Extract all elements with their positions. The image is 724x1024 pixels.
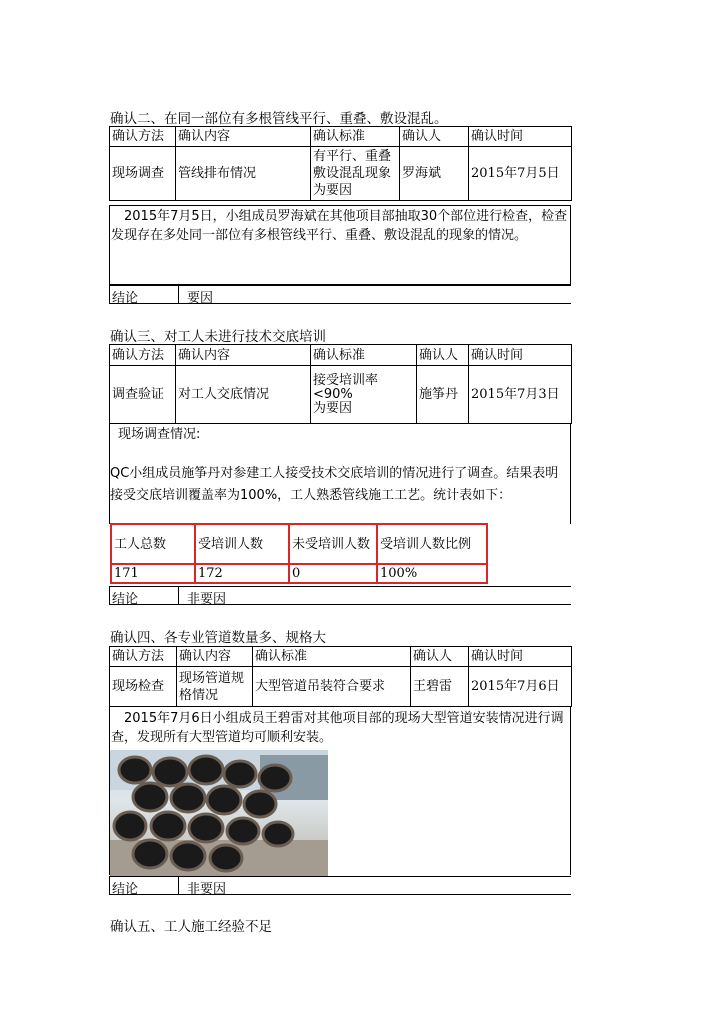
cell-method: 调查验证 <box>110 366 176 424</box>
stats-header-total: 工人总数 <box>111 524 195 564</box>
cell-content: 管线排布情况 <box>176 147 311 201</box>
cell-time: 2015年7月3日 <box>469 366 572 424</box>
section2-conclusion <box>109 285 571 304</box>
header-method: 确认方法 <box>110 647 177 667</box>
cell-time: 2015年7月5日 <box>469 147 572 201</box>
header-standard: 确认标准 <box>311 345 417 366</box>
divider <box>178 286 179 303</box>
cell-method: 现场调查 <box>110 147 176 201</box>
header-method: 确认方法 <box>110 345 176 366</box>
section4-paragraph: 2015年7月6日小组成员王碧雷对其他项目部的现场大型管道安装情况进行调查，发现所有大型管道均可顺利安装。 <box>111 711 564 745</box>
section3-paragraph: QC小组成员施筝丹对参建工人接受技术交底培训的情况进行了调查。结果表明接受交底培训覆盖率为100%，工人熟悉管线施工工艺。统计表如下： <box>110 466 559 503</box>
cell-content: 对工人交底情况 <box>176 366 311 424</box>
header-content: 确认内容 <box>177 647 253 667</box>
cell-person: 施筝丹 <box>417 366 469 424</box>
cell-standard: 接受培训率 <90% 为要因 <box>311 366 417 424</box>
header-standard: 确认标准 <box>253 647 411 667</box>
header-person: 确认人 <box>417 345 469 366</box>
divider <box>178 587 179 604</box>
conclusion-value: 非要因 <box>187 882 227 897</box>
header-content: 确认内容 <box>176 127 311 147</box>
conclusion-value: 非要因 <box>187 592 227 607</box>
section5-heading: 确认五、工人施工经验不足 <box>110 919 272 935</box>
stats-value-total: 171 <box>111 564 195 583</box>
header-content: 确认内容 <box>176 345 311 366</box>
header-method: 确认方法 <box>110 127 176 147</box>
section4-right-border <box>570 707 571 875</box>
conclusion-label: 结论 <box>112 882 139 897</box>
section3-conclusion <box>109 586 571 605</box>
stats-header-ratio: 受培训人数比例 <box>377 524 487 564</box>
conclusion-label: 结论 <box>112 592 139 607</box>
pipes-illustration <box>110 750 328 876</box>
section4-conclusion <box>109 876 571 895</box>
conclusion-value: 要因 <box>187 291 214 306</box>
section4-table <box>109 646 572 707</box>
section3-heading: 确认三、对工人未进行技术交底培训 <box>110 329 326 345</box>
cell-standard: 有平行、重叠敷设混乱现象为要因 <box>311 147 400 201</box>
header-standard: 确认标准 <box>311 127 400 147</box>
section4-heading: 确认四、各专业管道数量多、规格大 <box>110 630 326 646</box>
divider <box>178 877 179 894</box>
section3-right-border <box>570 424 571 524</box>
cell-method: 现场检查 <box>110 667 177 707</box>
header-time: 确认时间 <box>469 345 572 366</box>
cell-person: 罗海斌 <box>400 147 469 201</box>
section2-paragraph: 2015年7月5日，小组成员罗海斌在其他项目部抽取30个部位进行检查，检查发现存在多处同一部位有多根管线平行、重叠、敷设混乱的现象的情况。 <box>111 209 568 243</box>
conclusion-label: 结论 <box>112 291 139 306</box>
header-time: 确认时间 <box>469 127 572 147</box>
section3-para-title: 现场调查情况: <box>118 427 201 442</box>
header-time: 确认时间 <box>469 647 572 667</box>
stats-table <box>110 523 488 584</box>
cell-content: 现场管道规格情况 <box>177 667 253 707</box>
stats-value-ratio: 100% <box>377 564 487 583</box>
stats-value-untrained: 0 <box>289 564 377 583</box>
stats-header-trained: 受培训人数 <box>195 524 289 564</box>
header-person: 确认人 <box>411 647 469 667</box>
stats-header-untrained: 未受培训人数 <box>289 524 377 564</box>
cell-time: 2015年7月6日 <box>469 667 572 707</box>
section3-table <box>109 344 572 424</box>
cell-standard: 大型管道吊装符合要求 <box>253 667 411 707</box>
steel-pipes-photo <box>110 750 328 876</box>
cell-person: 王碧雷 <box>411 667 469 707</box>
section2-heading: 确认二、在同一部位有多根管线平行、重叠、敷设混乱。 <box>110 111 448 127</box>
stats-value-trained: 172 <box>195 564 289 583</box>
header-person: 确认人 <box>400 127 469 147</box>
section2-table <box>109 126 572 201</box>
